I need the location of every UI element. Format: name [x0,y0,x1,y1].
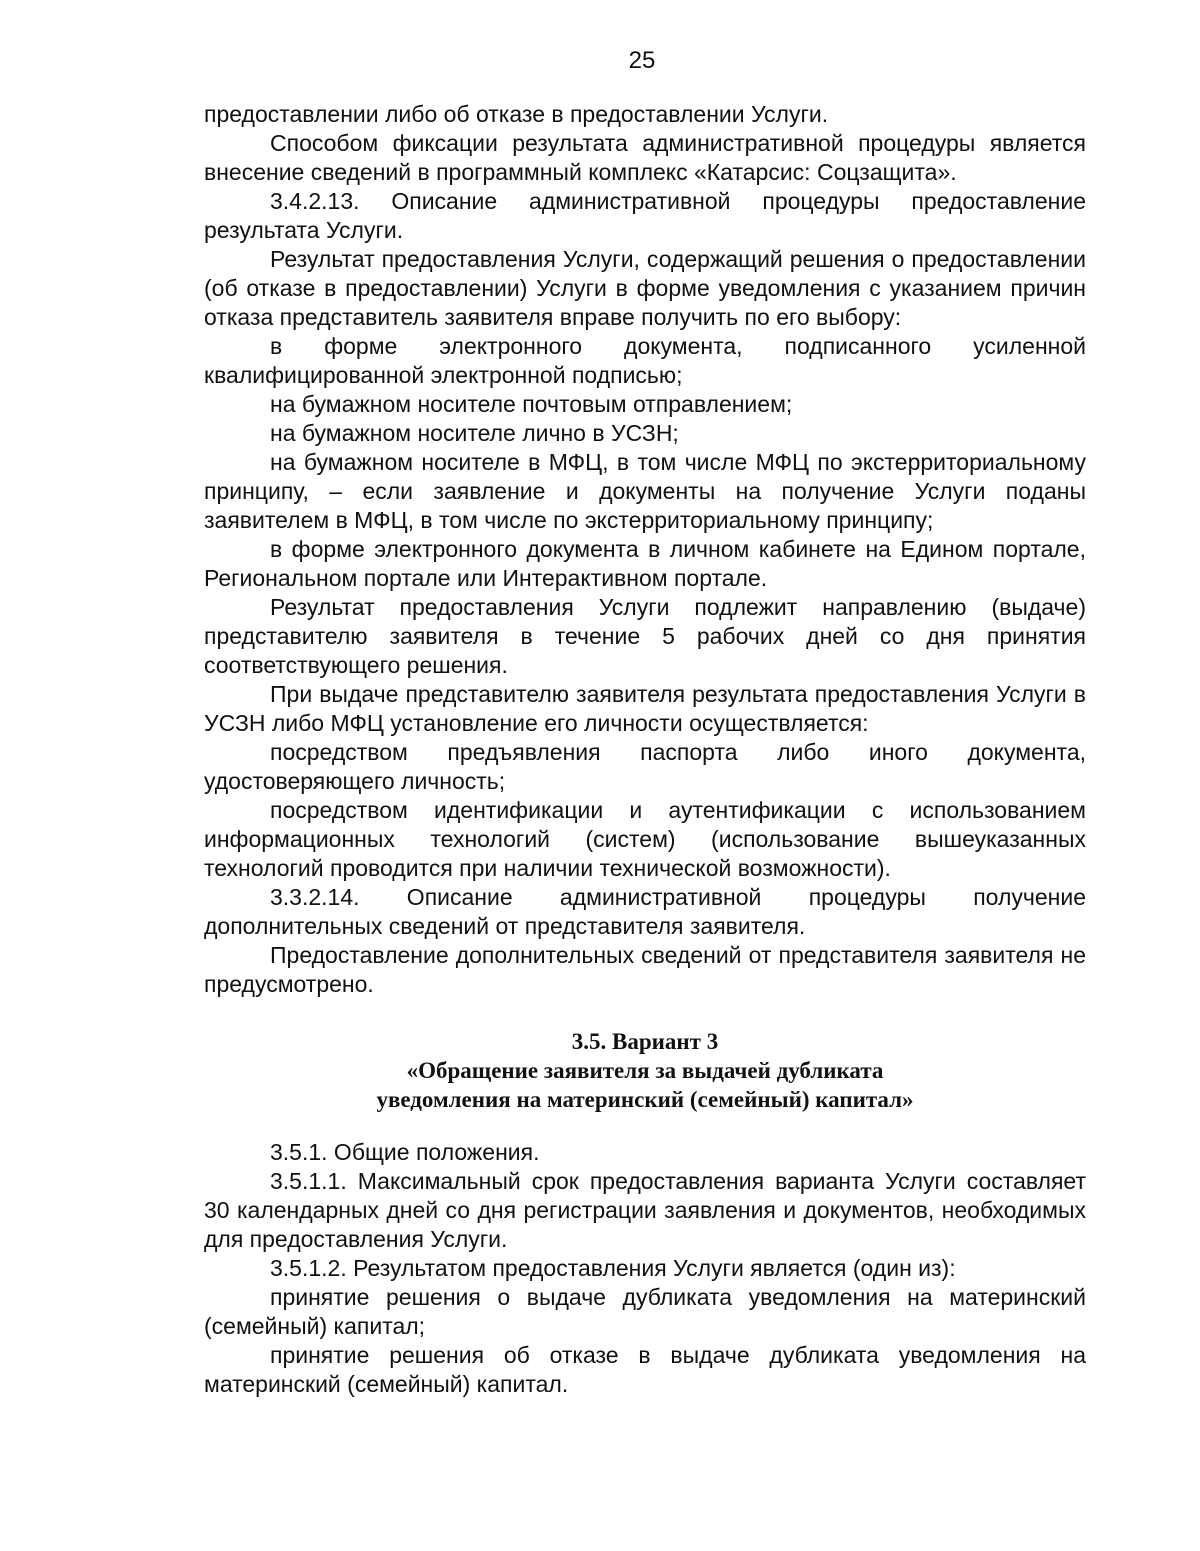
section-heading-number: 3.5. Вариант 3 [571,1029,719,1054]
page-number: 25 [628,47,656,74]
paragraph: на бумажном носителе в МФЦ, в том числе МФЦ по экстерриториальному принципу, – если заявление и документы на получение Услуги поданы заявителем в МФЦ, в том числе по экстерриториальному принципу; [204,449,1086,533]
paragraph: Способом фиксации результата административной процедуры является внесение сведений в программный комплекс «Катарсис: Соцзащита». [204,130,1086,185]
paragraph: Результат предоставления Услуги, содержащий решения о предоставлении (об отказе в предоставлении) Услуги в форме уведомления с указанием причин отказа представитель заявителя вправе получить по его выбору: [204,246,1086,330]
paragraph: 3.5.1. Общие положения. [270,1139,540,1165]
paragraph: на бумажном носителе лично в УСЗН; [270,420,679,446]
paragraph: Результат предоставления Услуги подлежит направлению (выдаче) представителю заявителя в течение 5 рабочих дней со дня принятия соответствующего решения. [204,594,1086,678]
document-body [204,100,1086,1399]
paragraph: на бумажном носителе почтовым отправлением; [270,391,793,417]
paragraph: посредством предъявления паспорта либо иного документа, удостоверяющего личность; [204,739,1086,794]
paragraph: 3.5.1.1. Максимальный срок предоставления варианта Услуги составляет 30 календарных дней со дня регистрации заявления и документов, необходимых для предоставления Услуги. [204,1168,1086,1252]
section-heading [204,1027,1086,1114]
paragraph: посредством идентификации и аутентификации с использованием информационных технологий (систем) (использование вышеуказанных технологий проводится при наличии технической возможности). [204,797,1086,881]
section-heading-title-line-1: «Обращение заявителя за выдачей дубликата [406,1058,884,1083]
paragraph: предоставлении либо об отказе в предоставлении Услуги. [204,101,829,127]
paragraph: принятие решения об отказе в выдаче дубликата уведомления на материнский (семейный) капитал. [204,1342,1086,1397]
paragraph: в форме электронного документа в личном кабинете на Едином портале, Региональном портале или Интерактивном портале. [204,536,1086,591]
paragraph: 3.4.2.13. Описание административной процедуры предоставление результата Услуги. [204,188,1086,243]
paragraph: принятие решения о выдаче дубликата уведомления на материнский (семейный) капитал; [204,1284,1086,1339]
paragraph: 3.5.1.2. Результатом предоставления Услуги является (один из): [270,1255,956,1281]
paragraph: Предоставление дополнительных сведений от представителя заявителя не предусмотрено. [204,942,1086,997]
section-heading-title-line-2: уведомления на материнский (семейный) капитал» [376,1087,914,1112]
paragraph: 3.3.2.14. Описание административной процедуры получение дополнительных сведений от представителя заявителя. [204,884,1086,939]
paragraph: в форме электронного документа, подписанного усиленной квалифицированной электронной подписью; [204,333,1086,388]
paragraph: При выдаче представителю заявителя результата предоставления Услуги в УСЗН либо МФЦ установление его личности осуществляется: [204,681,1086,736]
